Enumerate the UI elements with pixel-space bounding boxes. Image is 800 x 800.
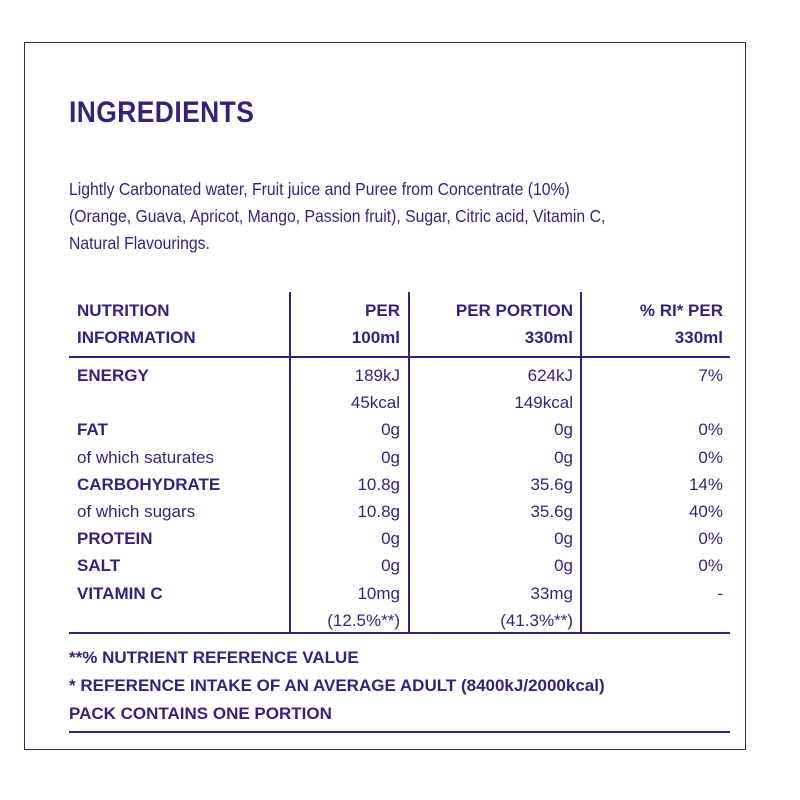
table-cell: 7% <box>698 366 723 385</box>
table-row <box>69 607 730 634</box>
header-cell: PER <box>365 301 400 320</box>
table-cell: 0g <box>554 447 573 467</box>
header-divider <box>69 356 730 358</box>
table-cell: (12.5%**) <box>327 610 400 630</box>
table-row <box>69 498 730 525</box>
table-cell: 0g <box>381 420 400 440</box>
table-cell: PROTEIN <box>77 529 153 549</box>
table-cell: SALT <box>77 556 121 576</box>
table-cell: 40% <box>688 502 723 521</box>
table-row <box>69 552 730 579</box>
table-row <box>69 525 730 552</box>
table-cell: VITAMIN C <box>77 583 163 603</box>
table-cell: 0g <box>381 556 400 576</box>
table-cell: 0g <box>554 556 573 576</box>
table-cell: of which sugars <box>77 502 196 521</box>
table-cell: 0g <box>381 447 400 467</box>
table-cell: of which saturates <box>77 447 215 467</box>
ingredients-line: Natural Flavourings. <box>69 233 210 253</box>
footnote-portion: PACK CONTAINS ONE PORTION <box>69 704 332 723</box>
table-row <box>69 362 730 389</box>
table-cell: 624kJ <box>527 366 573 385</box>
table-cell: 14% <box>688 474 723 494</box>
footnote-nrv: **% NUTRIENT REFERENCE VALUE <box>69 648 359 667</box>
table-row <box>69 580 730 607</box>
table-cell: 33mg <box>530 583 573 603</box>
table-cell: 0% <box>698 556 723 576</box>
header-cell: 100ml <box>351 328 400 347</box>
table-cell: 35.6g <box>530 502 573 521</box>
table-cell: 0g <box>554 420 573 440</box>
table-cell: - <box>717 583 723 603</box>
table-cell: 149kcal <box>514 393 573 413</box>
table-cell: 0g <box>554 529 573 549</box>
ingredients-line: Lightly Carbonated water, Fruit juice and Puree from Concentrate (10%) <box>69 179 570 199</box>
bottom-divider <box>69 731 730 733</box>
header-cell: INFORMATION <box>77 328 196 347</box>
header-row <box>69 297 730 324</box>
table-cell: ENERGY <box>77 366 149 385</box>
ingredients-line: (Orange, Guava, Apricot, Mango, Passion fruit), Sugar, Citric acid, Vitamin C, <box>69 206 606 226</box>
table-row <box>69 389 730 416</box>
table-cell: 189kJ <box>354 366 400 385</box>
header-cell: PER PORTION <box>455 301 573 320</box>
table-cell: 0% <box>698 447 723 467</box>
ingredients-text <box>69 176 699 257</box>
header-row <box>69 324 730 351</box>
table-cell: 0g <box>381 529 400 549</box>
header-cell: 330ml <box>674 328 723 347</box>
table-cell: 10.8g <box>357 474 400 494</box>
header-cell: % RI* PER <box>639 301 723 320</box>
ingredients-title: INGREDIENTS <box>69 96 255 129</box>
header-cell: 330ml <box>524 328 573 347</box>
table-cell: (41.3%**) <box>500 610 573 630</box>
table-cell: 10.8g <box>357 502 400 521</box>
table-cell: 35.6g <box>530 474 573 494</box>
footnotes <box>69 644 605 728</box>
table-cell: CARBOHYDRATE <box>77 474 221 494</box>
table-cell: 0% <box>698 529 723 549</box>
table-cell: 45kcal <box>350 393 400 413</box>
table-cell: 10mg <box>357 583 400 603</box>
table-cell: 0% <box>698 420 723 440</box>
header-cell: NUTRITION <box>77 301 170 320</box>
footnote-ri: * REFERENCE INTAKE OF AN AVERAGE ADULT (8400kJ/2000kcal) <box>69 676 605 695</box>
table-row <box>69 416 730 443</box>
table-row <box>69 444 730 471</box>
table-row <box>69 471 730 498</box>
table-cell: FAT <box>77 420 108 440</box>
